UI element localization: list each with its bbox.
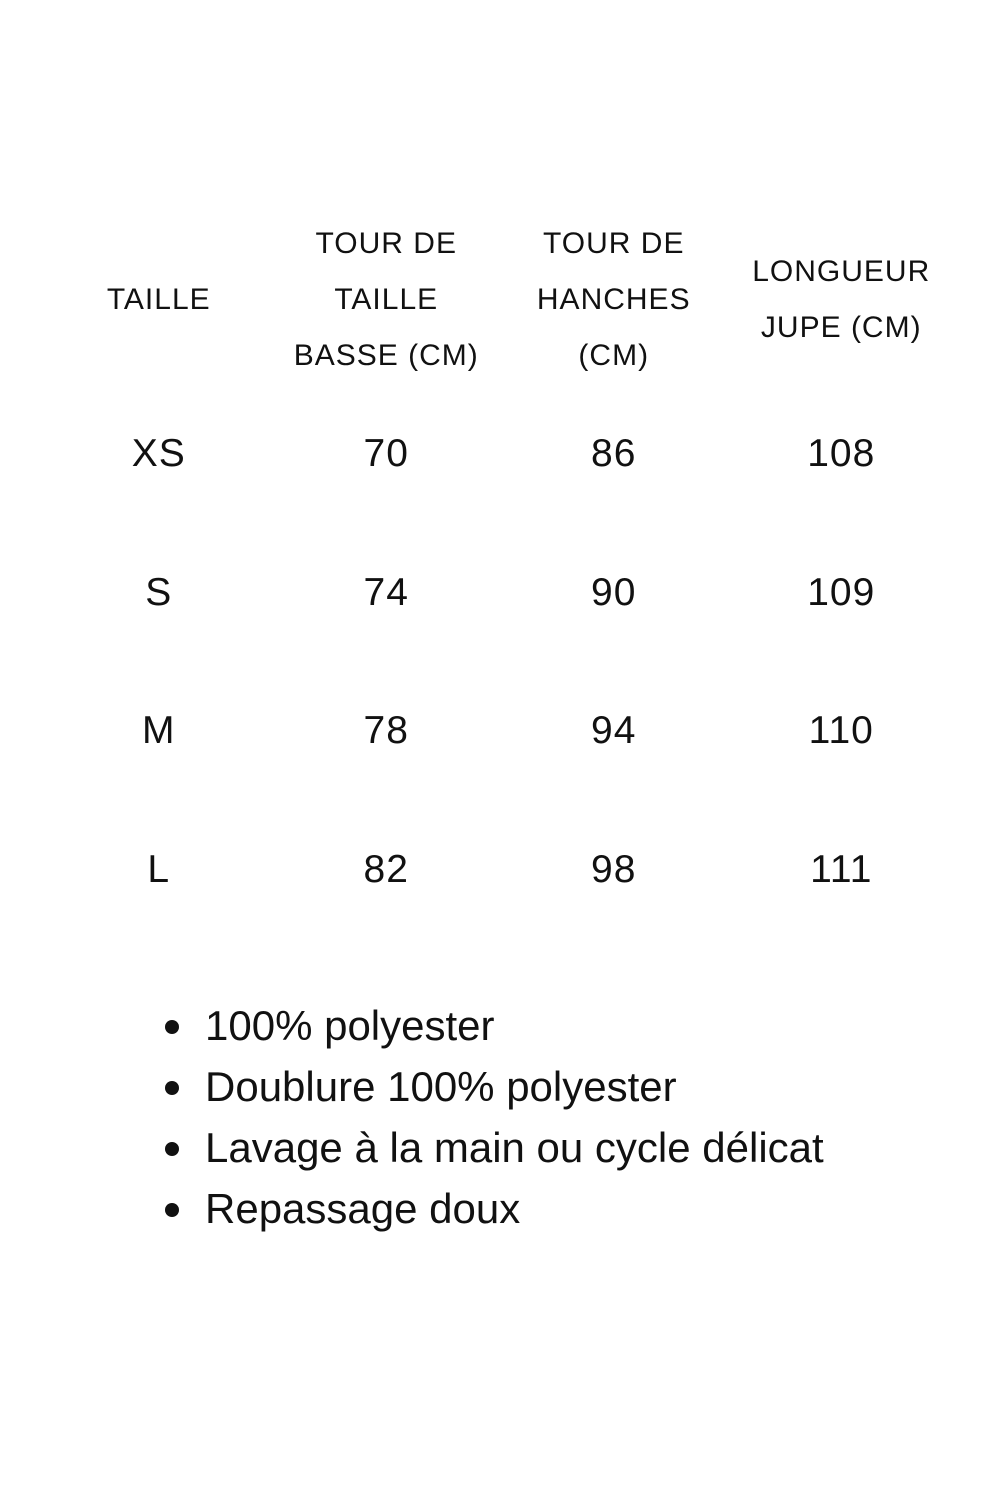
hips-cell: 90 bbox=[591, 570, 637, 614]
size-table bbox=[45, 215, 955, 939]
length-cell: 111 bbox=[810, 847, 873, 891]
header-tour-de-taille-basse: TOUR DE TAILLE BASSE (CM) bbox=[293, 227, 479, 372]
header-tour-de-hanches: TOUR DE HANCHES (CM) bbox=[536, 227, 691, 372]
waist-cell: 74 bbox=[363, 570, 409, 614]
length-cell: 109 bbox=[807, 570, 876, 614]
size-cell: L bbox=[147, 847, 171, 891]
note-text: Lavage à la main ou cycle délicat bbox=[205, 1124, 824, 1171]
hips-cell: 86 bbox=[591, 432, 637, 476]
note-text: 100% polyester bbox=[205, 1002, 495, 1049]
waist-cell: 82 bbox=[363, 847, 409, 891]
size-cell: S bbox=[145, 570, 173, 614]
list-item bbox=[205, 1056, 824, 1117]
list-item bbox=[205, 995, 824, 1056]
hips-cell: 94 bbox=[591, 709, 637, 753]
note-text: Repassage doux bbox=[205, 1185, 521, 1232]
table-row bbox=[45, 662, 955, 801]
header-taille: TAILLE bbox=[106, 283, 211, 316]
header-longueur-jupe: LONGUEUR JUPE (CM) bbox=[752, 255, 931, 344]
bullet-icon bbox=[165, 1203, 179, 1217]
size-cell: XS bbox=[131, 432, 186, 476]
waist-cell: 78 bbox=[363, 709, 409, 753]
table-row bbox=[45, 524, 955, 663]
list-item bbox=[205, 1117, 824, 1178]
bullet-icon bbox=[165, 1020, 179, 1034]
table-row bbox=[45, 801, 955, 940]
note-text: Doublure 100% polyester bbox=[205, 1063, 677, 1110]
list-item bbox=[205, 1178, 824, 1239]
hips-cell: 98 bbox=[591, 847, 637, 891]
table-header-row bbox=[45, 215, 955, 385]
waist-cell: 70 bbox=[363, 432, 409, 476]
table-row bbox=[45, 385, 955, 524]
bullet-icon bbox=[165, 1142, 179, 1156]
size-cell: M bbox=[142, 709, 176, 753]
care-notes-list bbox=[205, 995, 824, 1239]
bullet-icon bbox=[165, 1081, 179, 1095]
length-cell: 108 bbox=[807, 432, 876, 476]
length-cell: 110 bbox=[808, 709, 874, 753]
